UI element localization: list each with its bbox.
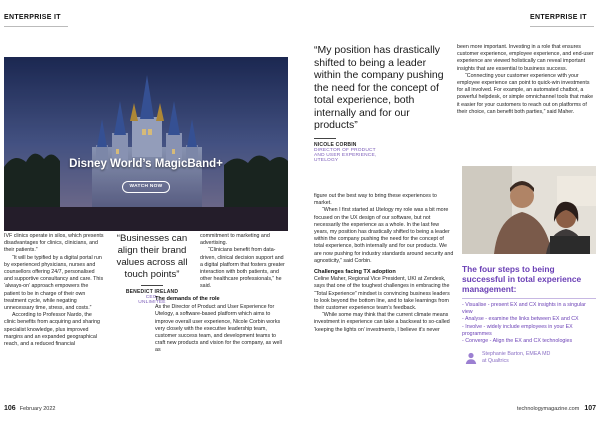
sidebar-step: - Converge - Align the EX and CX technologies — [462, 338, 573, 345]
footer-left — [4, 405, 55, 412]
quote-attrib-name: BENEDICT IRELAND — [125, 289, 179, 295]
photo-illustration — [462, 166, 596, 254]
left-header-rule — [4, 26, 68, 27]
mid-column-text — [200, 233, 286, 291]
paragraph: As the Director of Product and User Experience for Utelogy, a software-based platform which aims to improve overall user experience, Nicole Corbin works very closely with the executive leadership team, customer success team, and development teams to craft new products and vision for the company, as well as — [155, 304, 282, 354]
col4-text — [457, 44, 595, 116]
paragraph: commitment to marketing and advertising. — [200, 233, 270, 247]
credit-line: at Qualtrics — [482, 358, 509, 365]
quote-attrib-role: UTELOGY — [314, 157, 339, 163]
magazine-site: technologymagazine.com — [516, 406, 580, 412]
quote-divider — [141, 285, 163, 286]
paragraph: figure out the best way to bring these experiences to market. — [314, 193, 437, 207]
col3-text — [314, 193, 454, 334]
paragraph: According to Professor Nardo, the clinic benefits from acquiring and sharing specialist knowledge, plus improved margins and an expanded geographical reach, and a reduced financial — [4, 312, 100, 348]
right-header-rule — [530, 26, 594, 27]
people-photo — [462, 166, 596, 254]
right-section-tag: ENTERPRISE IT — [530, 14, 587, 21]
quote-attrib-role: DIRECTOR OF PRODUCT — [314, 147, 376, 153]
demands-section — [155, 296, 286, 355]
left-section-tag: ENTERPRISE IT — [4, 14, 61, 21]
page-number-right: 107 — [584, 405, 596, 412]
sidebar-rule — [462, 298, 596, 299]
credit-line: Stephanie Barton, EMEA MD — [482, 351, 551, 358]
quote-attrib-name: NICOLE CORBIN — [314, 141, 357, 148]
sidebar-step: - Involve - widely include employees in your EX programmes — [462, 323, 573, 337]
quote-attrib-role: UNLIMITEE — [138, 300, 166, 305]
promo-title: Disney World’s MagicBand+ — [69, 158, 223, 170]
watch-now-button[interactable]: WATCH NOW — [122, 181, 170, 193]
castle-illustration — [4, 57, 288, 231]
sidebar-credit — [462, 351, 596, 365]
quote-divider — [314, 138, 336, 139]
pull-quote-corbin — [314, 44, 454, 163]
page-number-left: 106 — [4, 405, 16, 412]
pull-quote-text: “My position has drastically shifted to being a leader within the company pushing the need for the concept of total experience, both internally and for our products” — [314, 44, 444, 131]
paragraph: “While some may think that the current climate means investment in experience can take a backseat to so-called ‘keeping the lights on’ investments, I believe it’s never — [314, 312, 450, 333]
quote-attrib-role: CEO, — [145, 295, 159, 300]
paragraph: Celine Maher, Regional Vice President, UKI at Zendesk, says that one of the toughest challenges in embracing the “Total Experience” mindset is convincing business leaders to look beyond the bottom line, and to take learnings from their customer experience team’s feedback. — [314, 276, 450, 312]
paragraph: been more important. Investing in a role that ensures customer experience, employee experience, and end-user experience are viewed holistically can reveal important insights that are essential to business success. — [457, 44, 594, 72]
challenges-heading: Challenges facing TX adoption — [314, 269, 396, 276]
sidebar-steps — [462, 302, 596, 345]
sidebar-step: - Analyse - examine the links between EX and CX — [462, 316, 579, 323]
quote-attrib-role: AND USER EXPERIENCE, — [314, 152, 377, 158]
promo-video-card[interactable] — [4, 57, 288, 231]
demands-heading: The demands of the role — [155, 296, 220, 302]
paragraph: IVF clinics operate in silos, which presents disadvantages for clinics, clinicians, and their patients.” — [4, 233, 104, 254]
paragraph: “It will be typified by a digital portal run by experienced physicians, nurses and counsellors offering 24/7, personalised and supportive consultancy and care. This ‘always-on’ approach empowers the patient to be in charge of their own treatment cycle, while negating unnecessary time, stress, and costs.” — [4, 254, 104, 312]
issue-date: February 2022 — [19, 406, 56, 412]
user-icon — [464, 351, 478, 365]
sidebar-step: - Visualise - present EX and CX insights in a singular view — [462, 302, 586, 316]
pull-quote-ireland — [108, 233, 196, 305]
pull-quote-text: “Businesses can align their brand values across all touch points” — [116, 233, 188, 280]
left-column-text — [4, 233, 104, 348]
paragraph: “When I first started at Utelogy my role was a bit more focused on the UX design of our software, but not necessarily the experience as a whole. In the last few years, my position has drastically shifted to being a leader within the company pushing the need for the concept of total experience, both internally and for our products. We are now pushing for industry standards around security and agnosticity,” said Corbin. — [314, 207, 454, 264]
paragraph: “Clinicians benefit from data-driven, clinical decision support and a digital platform that fosters greater interaction with both patients, and other healthcare professionals,” he said. — [200, 247, 285, 290]
sidebar-heading: The four steps to being successful in total experience management: — [462, 264, 582, 294]
sidebar-box — [462, 264, 596, 366]
footer-right — [517, 405, 596, 412]
paragraph: “Connecting your customer experience with your employee experience can point to quick-win investments for all involved. For example, an automated chatbot, a powerful helpdesk, or simple omnichannel tools that make it easier for your customers to reach out on platforms of their choice, can benefit both parties,” said Maher. — [457, 72, 594, 115]
